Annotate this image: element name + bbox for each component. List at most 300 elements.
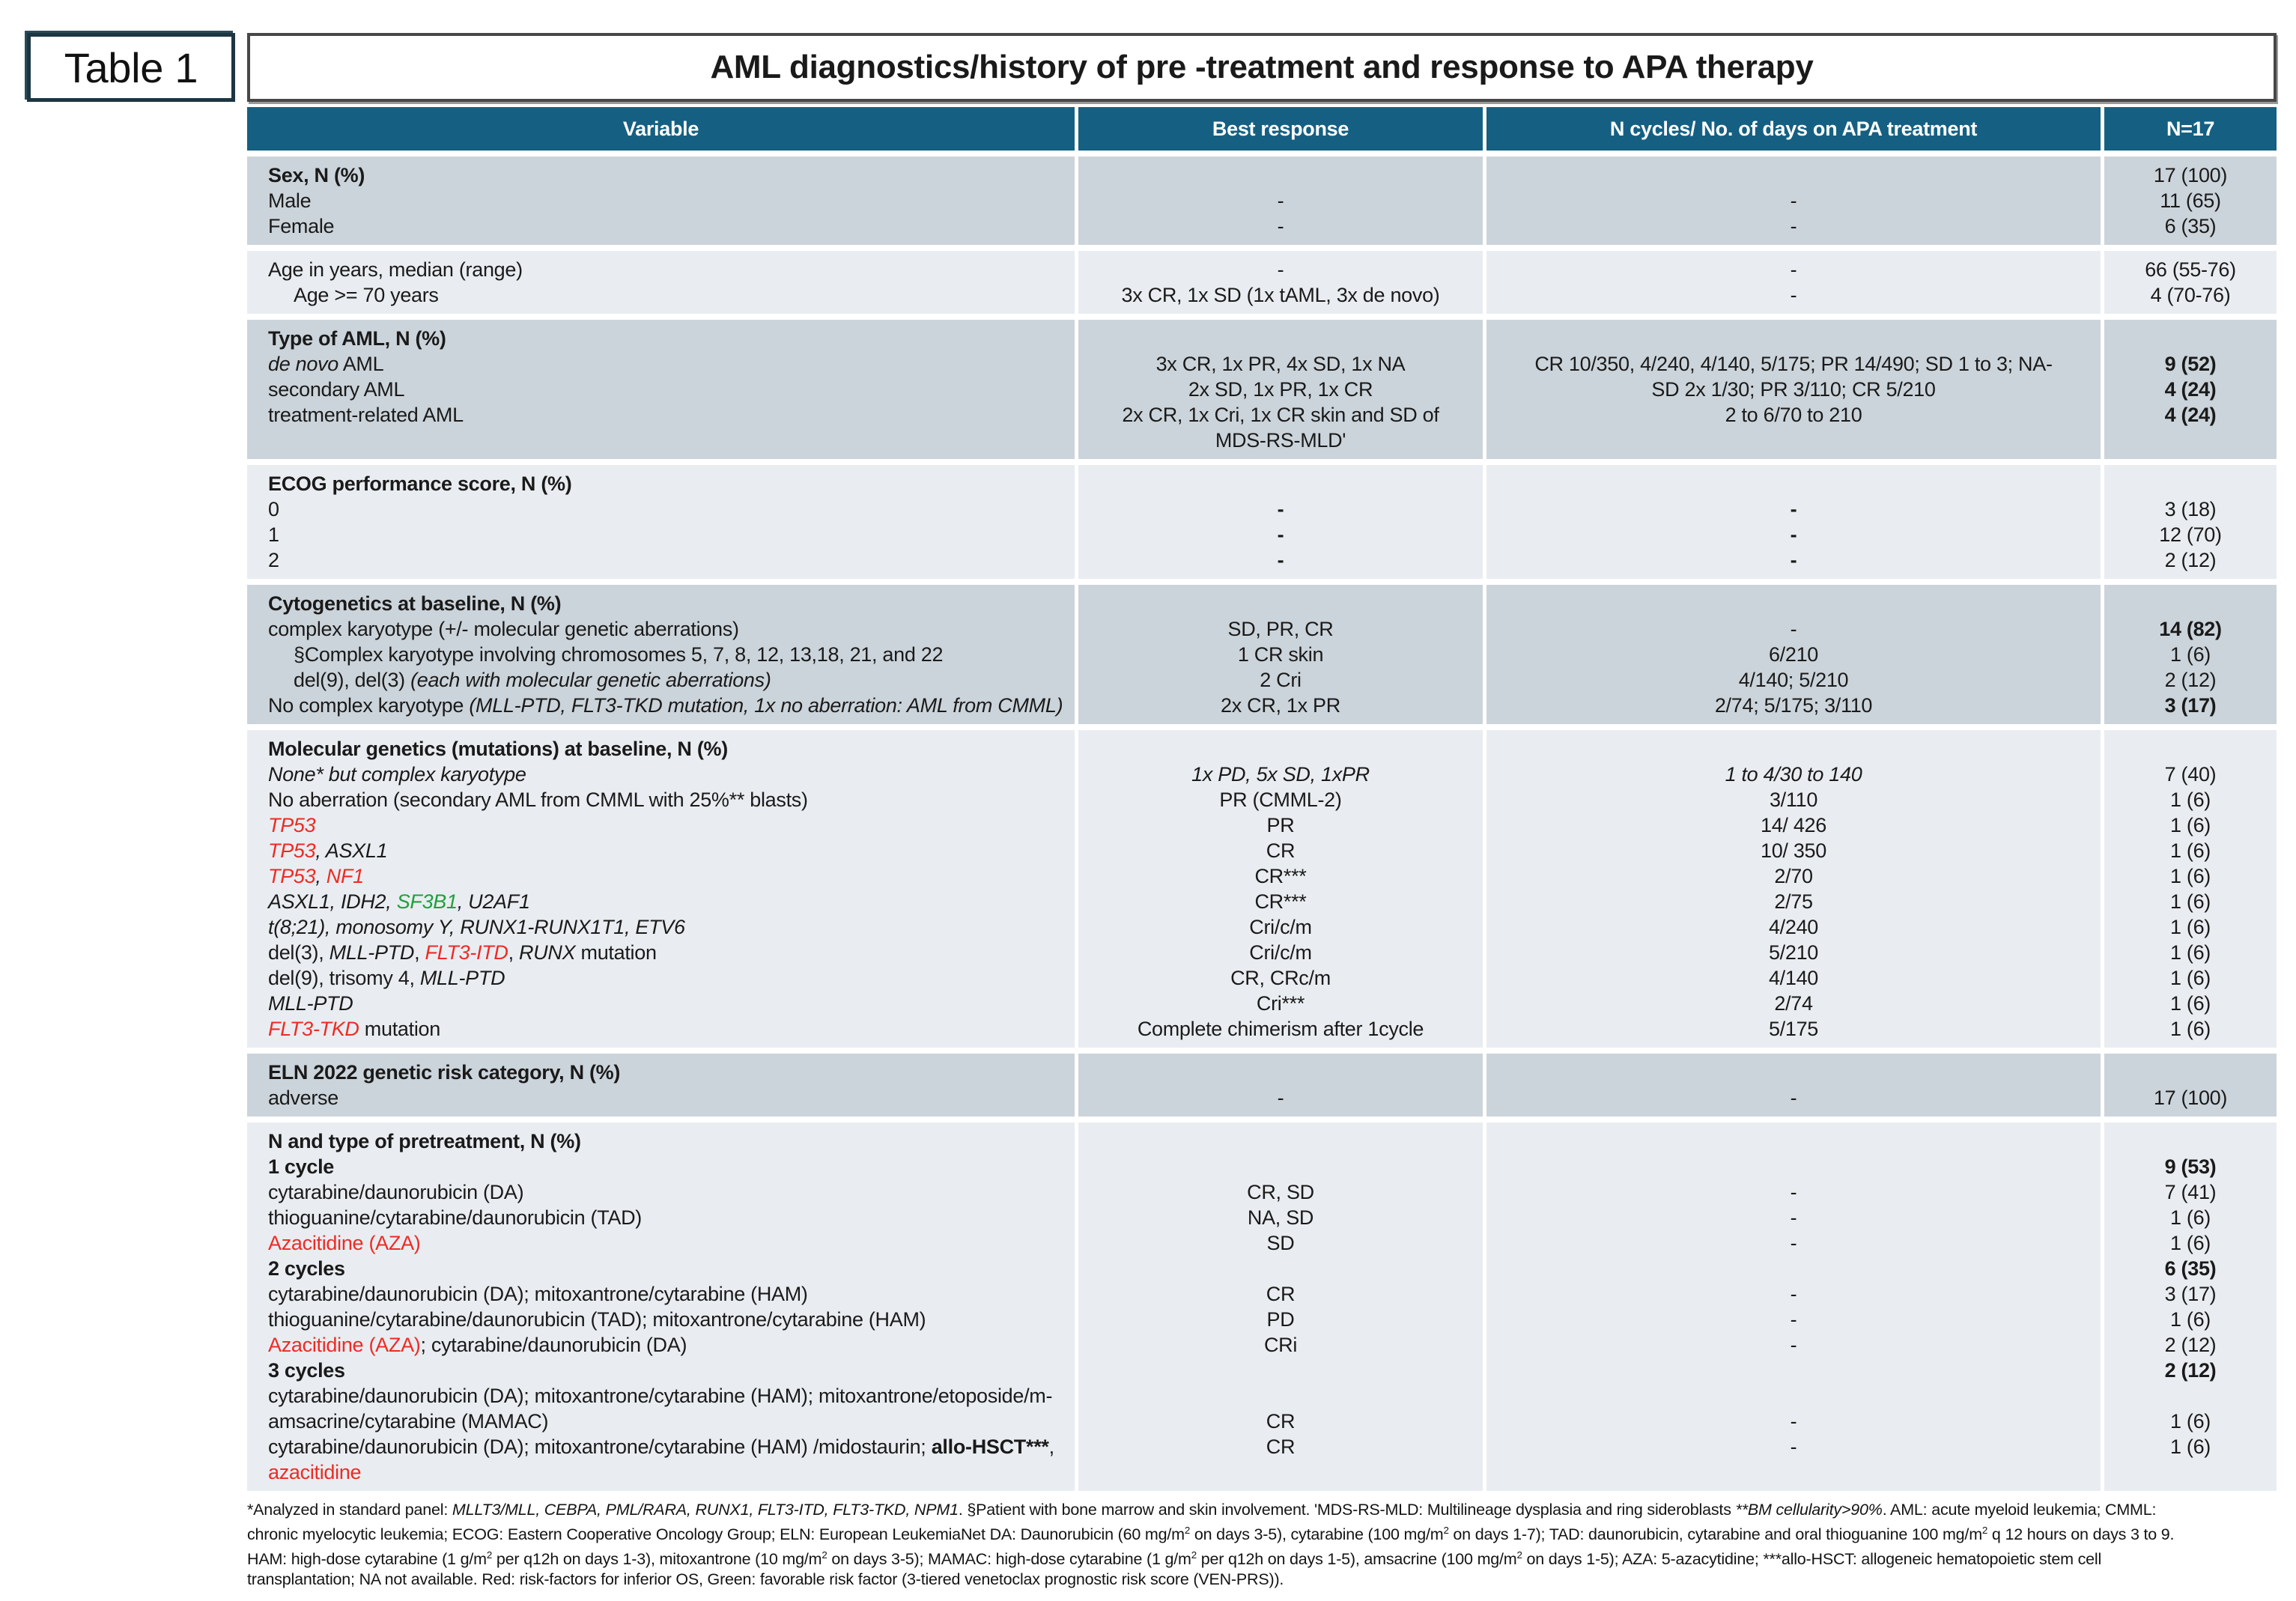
text-segment: - bbox=[1790, 1334, 1797, 1356]
cell-line bbox=[1078, 693, 1483, 718]
text-segment: 3x CR, 1x PR, 4x SD, 1x NA bbox=[1155, 353, 1406, 375]
section-eln-2022 bbox=[247, 1054, 2277, 1117]
text-segment: PR bbox=[1266, 814, 1295, 836]
text-segment: , bbox=[414, 941, 425, 964]
cell-line bbox=[268, 282, 1070, 308]
cell-line bbox=[1078, 667, 1483, 693]
section-molecular-genetics bbox=[247, 730, 2277, 1048]
text-segment: SD 2x 1/30; PR 3/110; CR 5/210 bbox=[1651, 378, 1936, 401]
cytogenetics-cycles-column bbox=[1486, 585, 2101, 724]
section-sex bbox=[247, 157, 2277, 245]
text-segment: 2/74; 5/175; 3/110 bbox=[1714, 694, 1873, 717]
text-segment: Cri*** bbox=[1256, 992, 1305, 1015]
section-type-of-aml bbox=[247, 320, 2277, 459]
table-title-bar bbox=[247, 33, 2277, 102]
cell-line bbox=[268, 162, 1070, 188]
text-segment: (MLL-PTD, FLT3-TKD mutation, 1x no aberration: AML from CMML) bbox=[469, 694, 1063, 717]
cell-line bbox=[1078, 838, 1483, 863]
text-segment: 3 cycles bbox=[268, 1359, 345, 1382]
text-segment: 1x PD, 5x SD, 1xPR bbox=[1191, 763, 1370, 786]
cell-line bbox=[268, 940, 1070, 965]
text-segment: CR bbox=[1266, 1436, 1296, 1458]
text-segment: 0 bbox=[268, 498, 279, 520]
text-segment: del(9), trisomy 4, bbox=[268, 967, 420, 989]
text-segment: treatment-related AML bbox=[268, 404, 464, 426]
text-segment: 17 (100) bbox=[2153, 1087, 2228, 1109]
cell-line bbox=[268, 787, 1070, 812]
text-segment: 12 (70) bbox=[2159, 523, 2222, 546]
text-segment: 11 (65) bbox=[2160, 189, 2221, 212]
text-segment: 2/75 bbox=[1774, 890, 1813, 913]
text-segment: on days 3-5), cytarabine (100 mg/m bbox=[1190, 1525, 1444, 1544]
cell-line bbox=[268, 736, 1070, 762]
eln-2022-variable-column bbox=[247, 1054, 1075, 1117]
cell-line bbox=[1486, 326, 2101, 351]
text-segment: - bbox=[1790, 215, 1797, 237]
eln-2022-n-column bbox=[2104, 1054, 2277, 1117]
cell-line bbox=[1078, 736, 1483, 762]
cell-line bbox=[268, 1016, 1070, 1042]
eln-2022-cycles-column bbox=[1486, 1054, 2101, 1117]
text-segment: - bbox=[1790, 1308, 1797, 1331]
text-segment: CR bbox=[1266, 839, 1296, 862]
cell-line bbox=[268, 522, 1070, 547]
text-segment: - bbox=[1790, 498, 1797, 520]
cell-line bbox=[268, 1383, 1070, 1409]
cell-line bbox=[2104, 1434, 2277, 1459]
text-segment: cytarabine/daunorubicin (DA); mitoxantrone/cytarabine (HAM); mitoxantrone/etoposide/m- bbox=[268, 1385, 1053, 1407]
text-segment: 2/74 bbox=[1774, 992, 1813, 1015]
text-segment: 7 (40) bbox=[2164, 763, 2217, 786]
cell-line bbox=[1486, 1409, 2101, 1434]
cell-line bbox=[268, 1256, 1070, 1281]
text-segment: §Complex karyotype involving chromosomes 5, 7, 8, 12, 13,18, 21, and 22 bbox=[294, 643, 944, 666]
text-segment: 3 (18) bbox=[2164, 498, 2217, 520]
cell-line bbox=[1486, 812, 2101, 838]
cell-line bbox=[268, 1205, 1070, 1230]
ecog-cycles-column bbox=[1486, 465, 2101, 579]
text-segment: 3x CR, 1x SD (1x tAML, 3x de novo) bbox=[1121, 284, 1440, 306]
ecog-response-column bbox=[1078, 465, 1483, 579]
text-segment: SF3B1 bbox=[396, 890, 458, 913]
text-segment: Male bbox=[268, 189, 312, 212]
cell-line bbox=[268, 693, 1070, 718]
cell-line bbox=[268, 547, 1070, 573]
text-segment: 1 CR skin bbox=[1237, 643, 1324, 666]
text-segment: Female bbox=[268, 215, 335, 237]
cell-line bbox=[1486, 787, 2101, 812]
text-segment: cytarabine/daunorubicin (DA) bbox=[268, 1181, 524, 1203]
sex-response-column bbox=[1078, 157, 1483, 245]
text-segment: *Analyzed in standard panel: bbox=[247, 1501, 452, 1519]
text-segment: (each with molecular genetic aberrations) bbox=[410, 669, 771, 691]
text-segment: - bbox=[1790, 1410, 1797, 1433]
text-segment: 2x SD, 1x PR, 1x CR bbox=[1188, 378, 1373, 401]
cell-line bbox=[2104, 1409, 2277, 1434]
cell-line bbox=[1486, 1332, 2101, 1358]
sex-cycles-column bbox=[1486, 157, 2101, 245]
text-segment: CR*** bbox=[1254, 865, 1307, 887]
section-age bbox=[247, 251, 2277, 314]
cell-line bbox=[1486, 1434, 2101, 1459]
cell-line bbox=[1486, 213, 2101, 239]
text-segment: 1 (6) bbox=[2169, 1308, 2211, 1331]
cell-line bbox=[2104, 188, 2277, 213]
cell-line bbox=[268, 991, 1070, 1016]
cell-line bbox=[1078, 402, 1483, 428]
cell-line bbox=[2104, 787, 2277, 812]
text-segment: RUNX bbox=[518, 941, 576, 964]
text-segment: 1 (6) bbox=[2169, 814, 2211, 836]
text-segment: de novo bbox=[268, 353, 338, 375]
pretreatment-n-column bbox=[2104, 1122, 2277, 1491]
text-segment: 4 (70-76) bbox=[2150, 284, 2231, 306]
text-segment: , bbox=[508, 941, 519, 964]
cell-line bbox=[1486, 591, 2101, 616]
cell-line bbox=[1078, 1332, 1483, 1358]
text-segment: Age >= 70 years bbox=[294, 284, 439, 306]
cell-line bbox=[1078, 642, 1483, 667]
cell-line bbox=[2104, 965, 2277, 991]
cell-line bbox=[1486, 667, 2101, 693]
cell-line bbox=[268, 351, 1070, 377]
text-segment: complex karyotype (+/- molecular genetic aberrations) bbox=[268, 618, 739, 640]
cell-line bbox=[268, 188, 1070, 213]
cell-line bbox=[1486, 914, 2101, 940]
text-segment: per q12h on days 1-5), amsacrine (100 mg/m bbox=[1196, 1550, 1517, 1569]
cell-line bbox=[268, 1154, 1070, 1179]
text-segment: mutation bbox=[359, 1018, 440, 1040]
cell-line bbox=[268, 1230, 1070, 1256]
cell-line bbox=[268, 914, 1070, 940]
cell-line bbox=[1486, 838, 2101, 863]
column-header-cycles: N cycles/ No. of days on APA treatment bbox=[1486, 107, 2101, 151]
cell-line bbox=[268, 1307, 1070, 1332]
cell-line bbox=[2104, 642, 2277, 667]
text-segment: PD bbox=[1266, 1308, 1295, 1331]
type-of-aml-n-column bbox=[2104, 320, 2277, 459]
text-segment: azacitidine bbox=[268, 1461, 362, 1483]
text-segment: . AML: acute myeloid leukemia; CMML: chronic myelocytic leukemia; ECOG: Eastern Cooperative Oncology Group; ELN: European LeukemiaNet DA: Daunorubicin (60 mg/m bbox=[247, 1501, 2157, 1544]
table-number-label bbox=[27, 33, 235, 102]
cell-line bbox=[1486, 377, 2101, 402]
text-segment: 1 to 4/30 to 140 bbox=[1725, 763, 1862, 786]
column-header-variable: Variable bbox=[247, 107, 1075, 151]
text-segment: 9 (52) bbox=[2164, 353, 2217, 375]
eln-2022-response-column bbox=[1078, 1054, 1483, 1117]
pretreatment-variable-column bbox=[247, 1122, 1075, 1491]
text-segment: 2 (12) bbox=[2164, 669, 2217, 691]
cell-line bbox=[2104, 863, 2277, 889]
cell-line bbox=[1486, 693, 2101, 718]
cell-line bbox=[2104, 522, 2277, 547]
text-segment: 1 (6) bbox=[2169, 643, 2211, 666]
text-segment: 4 (24) bbox=[2164, 404, 2217, 426]
cell-line bbox=[2104, 1332, 2277, 1358]
text-segment: adverse bbox=[268, 1087, 338, 1109]
cell-line bbox=[2104, 377, 2277, 402]
text-segment: 2 bbox=[268, 549, 279, 571]
text-segment: mutation bbox=[575, 941, 657, 964]
cell-line bbox=[268, 642, 1070, 667]
text-segment: del(3), bbox=[268, 941, 329, 964]
cell-line bbox=[1078, 1205, 1483, 1230]
cell-line bbox=[1486, 616, 2101, 642]
text-segment: - bbox=[1277, 498, 1284, 520]
text-segment: on days 1-7); TAD: daunorubicin, cytarabine and oral thioguanine 100 mg/m bbox=[1448, 1525, 1982, 1544]
text-segment: NF1 bbox=[326, 865, 364, 887]
text-segment: - bbox=[1790, 284, 1797, 306]
text-segment: 2 bbox=[1516, 1549, 1522, 1561]
text-segment: 2 bbox=[1443, 1525, 1449, 1536]
cell-line bbox=[1486, 736, 2101, 762]
cytogenetics-n-column bbox=[2104, 585, 2277, 724]
cell-line bbox=[2104, 1128, 2277, 1154]
text-segment: 4/140 bbox=[1768, 967, 1819, 989]
text-segment: 4/240 bbox=[1768, 916, 1819, 938]
cell-line bbox=[1078, 326, 1483, 351]
cell-line bbox=[2104, 940, 2277, 965]
cell-line bbox=[1078, 1358, 1483, 1383]
cell-line bbox=[1486, 863, 2101, 889]
text-segment: ; cytarabine/daunorubicin (DA) bbox=[420, 1334, 687, 1356]
text-segment: - bbox=[1277, 215, 1284, 237]
text-segment: No complex karyotype bbox=[268, 694, 470, 717]
cell-line bbox=[2104, 1179, 2277, 1205]
text-segment: 17 (100) bbox=[2153, 164, 2228, 186]
cell-line bbox=[1486, 162, 2101, 188]
cell-line bbox=[1078, 1281, 1483, 1307]
text-segment: on days 3-5); MAMAC: high-dose cytarabine (1 g/m bbox=[827, 1550, 1191, 1569]
cell-line bbox=[1486, 1085, 2101, 1111]
text-segment: SD, PR, CR bbox=[1227, 618, 1334, 640]
cell-line bbox=[1078, 188, 1483, 213]
text-segment: 9 (53) bbox=[2164, 1155, 2217, 1178]
text-segment: - bbox=[1790, 523, 1797, 546]
ecog-n-column bbox=[2104, 465, 2277, 579]
text-segment: 2 cycles bbox=[268, 1257, 345, 1280]
text-segment: Cri/c/m bbox=[1249, 941, 1312, 964]
text-segment: 1 (6) bbox=[2169, 839, 2211, 862]
cell-line bbox=[1078, 496, 1483, 522]
text-segment: 66 (55-76) bbox=[2145, 258, 2236, 281]
sex-variable-column bbox=[247, 157, 1075, 245]
cell-line bbox=[1486, 428, 2101, 453]
text-segment: Azacitidine (AZA) bbox=[268, 1334, 421, 1356]
pretreatment-cycles-column bbox=[1486, 1122, 2101, 1491]
cell-line bbox=[1078, 812, 1483, 838]
cell-line bbox=[1078, 1409, 1483, 1434]
cell-line bbox=[1078, 1060, 1483, 1085]
cell-line bbox=[268, 1434, 1070, 1459]
type-of-aml-response-column bbox=[1078, 320, 1483, 459]
text-segment: Molecular genetics (mutations) at baseline, N (%) bbox=[268, 738, 728, 760]
text-segment: CR, CRc/m bbox=[1230, 967, 1331, 989]
cell-line bbox=[2104, 471, 2277, 496]
cell-line bbox=[1486, 1128, 2101, 1154]
text-segment: - bbox=[1277, 258, 1284, 281]
section-pretreatment bbox=[247, 1122, 2277, 1491]
cell-line bbox=[268, 471, 1070, 496]
cell-line bbox=[1486, 940, 2101, 965]
text-segment: ELN 2022 genetic risk category, N (%) bbox=[268, 1061, 621, 1084]
cell-line bbox=[1078, 522, 1483, 547]
cell-line bbox=[268, 1085, 1070, 1111]
cell-line bbox=[1078, 1154, 1483, 1179]
cell-line bbox=[268, 812, 1070, 838]
cell-line bbox=[2104, 812, 2277, 838]
text-segment: 1 (6) bbox=[2169, 1018, 2211, 1040]
cell-line bbox=[268, 889, 1070, 914]
table-header-row bbox=[247, 107, 2277, 151]
text-segment: 2 (12) bbox=[2164, 1334, 2217, 1356]
cell-line bbox=[268, 428, 1070, 453]
cell-line bbox=[268, 1179, 1070, 1205]
type-of-aml-variable-column bbox=[247, 320, 1075, 459]
table-number-text: Table 1 bbox=[64, 43, 198, 91]
cell-line bbox=[1078, 1307, 1483, 1332]
cell-line bbox=[268, 591, 1070, 616]
cell-line bbox=[2104, 1060, 2277, 1085]
text-segment: **BM cellularity>90% bbox=[1735, 1501, 1883, 1519]
cell-line bbox=[1486, 1205, 2101, 1230]
sex-n-column bbox=[2104, 157, 2277, 245]
column-header-n: N=17 bbox=[2104, 107, 2277, 151]
age-response-column bbox=[1078, 251, 1483, 314]
cell-line bbox=[2104, 1154, 2277, 1179]
text-segment: ECOG performance score, N (%) bbox=[268, 473, 572, 495]
text-segment: - bbox=[1277, 523, 1284, 546]
cell-line bbox=[1078, 547, 1483, 573]
text-segment: CR 10/350, 4/240, 4/140, 5/175; PR 14/490; SD 1 to 3; NA- bbox=[1534, 353, 2053, 375]
cell-line bbox=[2104, 914, 2277, 940]
text-segment: Complete chimerism after 1cycle bbox=[1137, 1018, 1424, 1040]
text-segment: t(8;21), monosomy Y, RUNX1-RUNX1T1, ETV6 bbox=[268, 916, 685, 938]
text-segment: CR*** bbox=[1254, 890, 1307, 913]
text-segment: 2 Cri bbox=[1260, 669, 1302, 691]
table-body bbox=[247, 157, 2277, 1491]
text-segment: 2 bbox=[821, 1549, 827, 1561]
text-segment: Age in years, median (range) bbox=[268, 258, 523, 281]
text-segment: 1 bbox=[268, 523, 279, 546]
cell-line bbox=[2104, 693, 2277, 718]
column-header-best-response: Best response bbox=[1078, 107, 1483, 151]
cell-line bbox=[268, 326, 1070, 351]
cell-line bbox=[1486, 1281, 2101, 1307]
text-segment: - bbox=[1277, 549, 1284, 571]
cell-line bbox=[2104, 616, 2277, 642]
cell-line bbox=[1078, 991, 1483, 1016]
text-segment: 1 cycle bbox=[268, 1155, 334, 1178]
cell-line bbox=[2104, 1205, 2277, 1230]
cell-line bbox=[1078, 591, 1483, 616]
text-segment: FLT3-ITD bbox=[425, 941, 508, 964]
age-n-column bbox=[2104, 251, 2277, 314]
text-segment: - bbox=[1790, 189, 1797, 212]
text-segment: 1 (6) bbox=[2169, 1436, 2211, 1458]
text-segment: ASXL1, IDH2, bbox=[268, 890, 397, 913]
text-segment: AML bbox=[338, 353, 384, 375]
cell-line bbox=[1486, 1358, 2101, 1383]
text-segment: None* but complex karyotype bbox=[268, 763, 526, 786]
cell-line bbox=[2104, 1307, 2277, 1332]
cell-line bbox=[1486, 257, 2101, 282]
text-segment: TP53 bbox=[268, 865, 316, 887]
cell-line bbox=[2104, 1230, 2277, 1256]
text-segment: thioguanine/cytarabine/daunorubicin (TAD) bbox=[268, 1206, 642, 1229]
table-title: AML diagnostics/history of pre -treatment and response to APA therapy bbox=[710, 49, 1814, 85]
text-segment: 14 (82) bbox=[2159, 618, 2222, 640]
text-segment: - bbox=[1790, 1087, 1797, 1109]
text-segment: cytarabine/daunorubicin (DA); mitoxantrone/cytarabine (HAM) /midostaurin; bbox=[268, 1436, 932, 1458]
cell-line bbox=[2104, 1459, 2277, 1485]
text-segment: 4 (24) bbox=[2164, 378, 2217, 401]
text-segment: MLL-PTD bbox=[268, 992, 353, 1015]
text-segment: 6 (35) bbox=[2164, 215, 2217, 237]
text-segment: 2 bbox=[1191, 1549, 1197, 1561]
cell-line bbox=[1486, 351, 2101, 377]
text-segment: 2x CR, 1x Cri, 1x CR skin and SD of bbox=[1122, 404, 1439, 426]
cell-line bbox=[1078, 940, 1483, 965]
text-segment: 3/110 bbox=[1769, 789, 1818, 811]
cell-line bbox=[1486, 991, 2101, 1016]
cytogenetics-response-column bbox=[1078, 585, 1483, 724]
table-main bbox=[247, 33, 2277, 1590]
text-segment: 1 (6) bbox=[2169, 1410, 2211, 1433]
cell-line bbox=[2104, 1281, 2277, 1307]
text-segment: FLT3-TKD bbox=[268, 1018, 359, 1040]
text-segment: CR bbox=[1266, 1410, 1296, 1433]
cell-line bbox=[2104, 213, 2277, 239]
cell-line bbox=[2104, 667, 2277, 693]
text-segment: 5/210 bbox=[1768, 941, 1819, 964]
molecular-genetics-n-column bbox=[2104, 730, 2277, 1048]
cell-line bbox=[1486, 889, 2101, 914]
cell-line bbox=[268, 1060, 1070, 1085]
cell-line bbox=[2104, 591, 2277, 616]
cell-line bbox=[1486, 1230, 2101, 1256]
text-segment: 2/70 bbox=[1774, 865, 1813, 887]
text-segment: CR, SD bbox=[1247, 1181, 1314, 1203]
cell-line bbox=[1078, 1128, 1483, 1154]
text-segment: CR bbox=[1266, 1283, 1296, 1305]
cell-line bbox=[1486, 547, 2101, 573]
text-segment: 2x CR, 1x PR bbox=[1221, 694, 1340, 717]
cell-line bbox=[268, 1358, 1070, 1383]
text-segment: 1 (6) bbox=[2169, 789, 2211, 811]
cell-line bbox=[268, 616, 1070, 642]
text-segment: TP53 bbox=[268, 814, 316, 836]
cell-line bbox=[1486, 522, 2101, 547]
text-segment: PR (CMML-2) bbox=[1219, 789, 1342, 811]
cell-line bbox=[1486, 1307, 2101, 1332]
text-segment: N and type of pretreatment, N (%) bbox=[268, 1130, 581, 1152]
cell-line bbox=[1078, 863, 1483, 889]
cell-line bbox=[268, 838, 1070, 863]
text-segment: del(9), del(3) bbox=[294, 669, 411, 691]
cell-line bbox=[1078, 282, 1483, 308]
pretreatment-response-column bbox=[1078, 1122, 1483, 1491]
molecular-genetics-response-column bbox=[1078, 730, 1483, 1048]
cell-line bbox=[1078, 428, 1483, 453]
cell-line bbox=[2104, 736, 2277, 762]
text-segment: 14/ 426 bbox=[1761, 814, 1826, 836]
molecular-genetics-variable-column bbox=[247, 730, 1075, 1048]
cell-line bbox=[268, 1332, 1070, 1358]
text-segment: 1 (6) bbox=[2169, 1206, 2211, 1229]
text-segment: - bbox=[1790, 258, 1797, 281]
text-segment: MLL-PTD bbox=[419, 967, 505, 989]
